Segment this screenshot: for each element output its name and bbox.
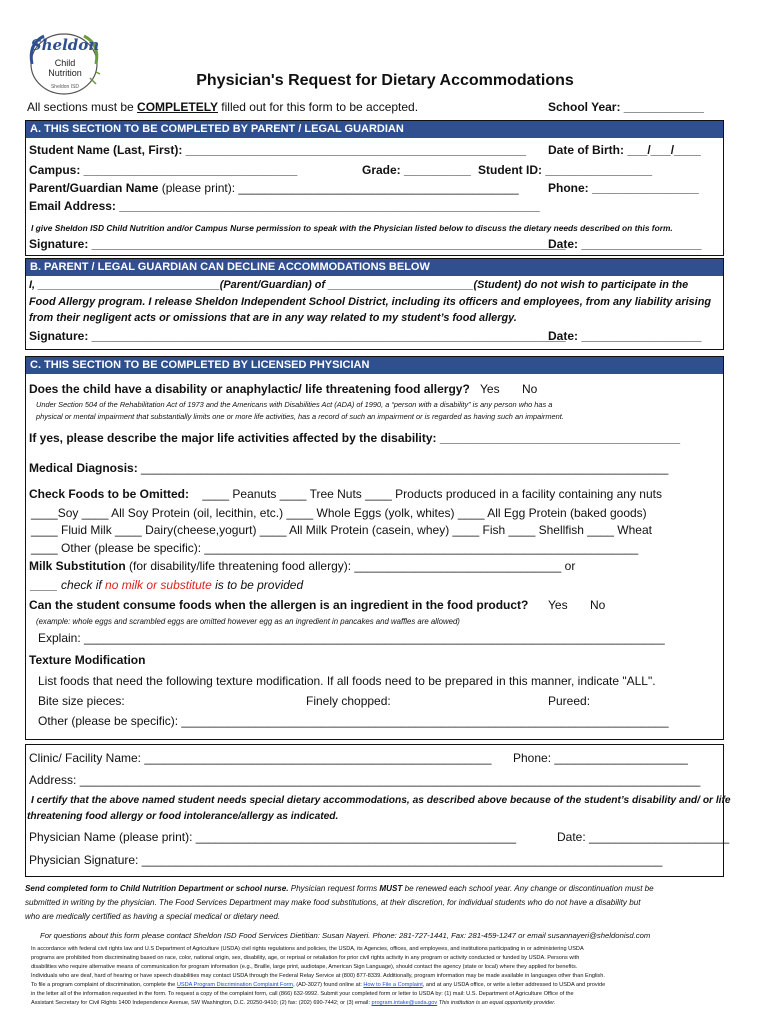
email-field[interactable]: Email Address: _______________________________________________________________	[29, 199, 540, 213]
address-field[interactable]: Address: _____________________________________________________________________________________________	[29, 773, 701, 787]
ingredient-yes-option[interactable]: Yes	[548, 598, 568, 612]
texture-instructions: List foods that need the following texture modification. If all foods need to be prepared in this manner, indicate "ALL".	[38, 674, 656, 688]
ingredient-no-option[interactable]: No	[590, 598, 606, 612]
section-b-header: B. PARENT / LEGAL GUARDIAN CAN DECLINE ACCOMMODATIONS BELOW	[26, 259, 723, 276]
certification-line-2: threatening food allergy or food intolerance/allergy as indicated.	[27, 811, 339, 822]
instructions: All sections must be COMPLETELY filled out for this form to be accepted.	[27, 100, 419, 114]
clinic-phone-field[interactable]: Phone: ____________________	[513, 751, 688, 765]
disability-no-option[interactable]: No	[522, 382, 538, 396]
medical-diagnosis-field[interactable]: Medical Diagnosis: _______________________________________________________________________________	[29, 461, 669, 475]
omit-row-3[interactable]: ____ Fluid Milk ____ Dairy(cheese,yogurt) ____ All Milk Protein (casein, whey) ____ Fish ____ Shellfish ____ Wheat	[31, 523, 652, 537]
student-name-field[interactable]: Student Name (Last, First): ___________________________________________________	[29, 143, 527, 157]
grade-field[interactable]: Grade: __________	[362, 163, 471, 177]
certification-line-1: I certify that the above named student needs special dietary accommodations, as described above because of the student’s disability and/ or life	[31, 795, 731, 806]
student-id-field[interactable]: Student ID: ________________	[478, 163, 653, 177]
section-a-header: A. THIS SECTION TO BE COMPLETED BY PARENT / LEGAL GUARDIAN	[26, 121, 723, 138]
complaint-form-link[interactable]: USDA Program Discrimination Complaint Form	[176, 982, 294, 988]
ingredient-example: (example: whole eggs and scrambled eggs are omitted however egg as an ingredient in pancakes and waffles are allowed)	[36, 617, 460, 626]
decline-line-1[interactable]: I, ______________________________(Parent/Guardian) of ________________________(Student) do not wish to participate in the	[29, 279, 689, 291]
page-title: Physician's Request for Dietary Accommodations	[196, 72, 574, 89]
legal-line-2: programs are prohibited from discriminating based on race, color, national origin, sex, disability, age, or reprisal or retaliation for prior civil rights activity in any program or activity conducted or funded by USDA. Persons with	[31, 955, 580, 961]
parent-name-field[interactable]: Parent/Guardian Name (please print): __________________________________________	[29, 181, 519, 195]
usda-email-link[interactable]: program.intake@usda.gov	[371, 1000, 438, 1006]
decline-line-2: Food Allergy program. I release Sheldon Independent School District, including its officers and employees, from any liability arising	[29, 296, 712, 308]
section-c-header: C. THIS SECTION TO BE COMPLETED BY LICENSED PHYSICIAN	[26, 357, 723, 374]
omit-other-field[interactable]: ____ Other (please be specific): _________________________________________________________________	[31, 541, 639, 555]
school-year-field[interactable]: School Year: ____________	[548, 100, 704, 114]
parent-signature-field[interactable]: Signature: _______________________________________________________________________	[29, 237, 566, 251]
signature-date-field[interactable]: Date: __________________	[548, 237, 702, 251]
milk-substitution-field[interactable]: Milk Substitution (for disability/life threatening food allergy): _______________________________ or	[29, 559, 576, 573]
legal-line-3: disabilities who require alternative means of communication for program information (e.g., Braille, large print, audiotape, American Sign Language), should contact the agency (state or local) where they applied for benefits.	[31, 964, 578, 970]
bite-size-field[interactable]: Bite size pieces:	[38, 694, 125, 708]
submission-line-2: submitted in writing by the physician. The Food Services Department may make food substitutions, at their discretion, for individual students who do not have a disability but	[25, 898, 641, 907]
life-activities-field[interactable]: If yes, please describe the major life activities affected by the disability: ____________________________________	[29, 431, 681, 445]
omit-row-1[interactable]: Check Foods to be Omitted: ____ Peanuts ____ Tree Nuts ____ Products produced in a facility containing any nuts	[29, 487, 662, 501]
svg-text:Sheldon: Sheldon	[30, 36, 100, 54]
texture-heading: Texture Modification	[29, 653, 146, 667]
how-to-file-link[interactable]: How to File a Complaint	[363, 982, 423, 988]
legal-line-5: To file a program complaint of discrimination, complete the USDA Program Discrimination Complaint Form, (AD-3027) found online at: How to File a Complaint, and at any USDA office, or write a letter addressed to USDA and provide	[31, 982, 606, 988]
permission-statement: I give Sheldon ISD Child Nutrition and/or Campus Nurse permission to speak with the Physician listed below to discuss the dietary needs described on this form.	[31, 223, 673, 233]
physician-name-field[interactable]: Physician Name (please print): ________________________________________________	[29, 830, 517, 844]
submission-line-1: Send completed form to Child Nutrition Department or school nurse. Physician request forms MUST be renewed each school year. Any change or discontinuation must be	[25, 884, 654, 893]
svg-text:Child: Child	[54, 58, 76, 68]
legal-line-6: in the letter all of the information requested in the form. To request a copy of the complaint form, call (866) 632-9992. Submit your completed form or letter to USDA by: (1) mail: U.S. Department of Agriculture Office of the	[31, 991, 574, 997]
allergen-ingredient-question: Can the student consume foods when the allergen is an ingredient in the food product?	[29, 598, 529, 612]
disability-yes-option[interactable]: Yes	[480, 382, 500, 396]
physician-signature-field[interactable]: Physician Signature: ______________________________________________________________________________	[29, 853, 663, 867]
campus-field[interactable]: Campus: ________________________________	[29, 163, 298, 177]
submission-line-3: who are medically certified as having a special medical or dietary need.	[25, 912, 281, 921]
legal-line-4: Individuals who are deaf, hard of hearing or have speech disabilities may contact USDA through the Federal Relay Service at (800) 877-8339. Additionally, program information may be made available in languages other than English.	[31, 973, 605, 979]
date-of-birth-field[interactable]: Date of Birth: ___/___/____	[548, 143, 701, 157]
explain-field[interactable]: Explain: _______________________________________________________________________________________	[38, 631, 665, 645]
contact-info: For questions about this form please contact Sheldon ISD Food Services Dietitian: Susan Nayeri. Phone: 281-727-1441, Fax: 281-459-1247 or email susannayeri@sheldonisd.com	[40, 931, 651, 940]
parent-phone-field[interactable]: Phone: ________________	[548, 181, 699, 195]
legal-line-1: In accordance with federal civil rights law and U.S Department of Agriculture (USDA) civil rights regulations and policies, the USDA, its Agencies, offices, and employees, and institutions participating in or administering USDA	[31, 946, 584, 952]
svg-text:Sheldon ISD: Sheldon ISD	[50, 84, 80, 90]
disability-question: Does the child have a disability or anaphylactic/ life threatening food allergy?	[29, 382, 470, 396]
pureed-field[interactable]: Pureed:	[548, 694, 591, 708]
finely-chopped-field[interactable]: Finely chopped:	[306, 694, 391, 708]
legal-line-7: Assistant Secretary for Civil Rights 1400 Independence Avenue, SW Washington, D.C. 20250-9410; (2) fax: (202) 690-7442; or (3) email: program.intake@usda.gov This institution is an equal opportunity provider.	[31, 1000, 556, 1006]
decline-date-field[interactable]: Date: __________________	[548, 329, 702, 343]
section-504-note: Under Section 504 of the Rehabilitation Act of 1973 and the Americans with Disabilities Act (ADA) of 1990, a “person with a disability” is any person who has a	[36, 400, 553, 409]
clinic-name-field[interactable]: Clinic/ Facility Name: ____________________________________________________	[29, 751, 492, 765]
decline-line-3: from their negligent acts or omissions that are in any way related to my student’s food allergy.	[29, 312, 517, 324]
omit-row-2[interactable]: ____Soy ____ All Soy Protein (oil, lecithin, etc.) ____ Whole Eggs (yolk, whites) ____ All Egg Protein (baked goods)	[31, 506, 647, 520]
physician-date-field[interactable]: Date: _____________________	[557, 830, 730, 844]
section-504-note-2: physical or mental impairment that substantially limits one or more life activities, has a record of such an impairment or is regarded as having such an impairment.	[36, 412, 564, 421]
decline-signature-field[interactable]: Signature: _______________________________________________________________________	[29, 329, 566, 343]
texture-other-field[interactable]: Other (please be specific): _________________________________________________________________________	[38, 714, 669, 728]
no-milk-checkbox[interactable]: ____ check if no milk or substitute is to be provided	[31, 578, 304, 592]
svg-text:Nutrition: Nutrition	[48, 68, 82, 78]
